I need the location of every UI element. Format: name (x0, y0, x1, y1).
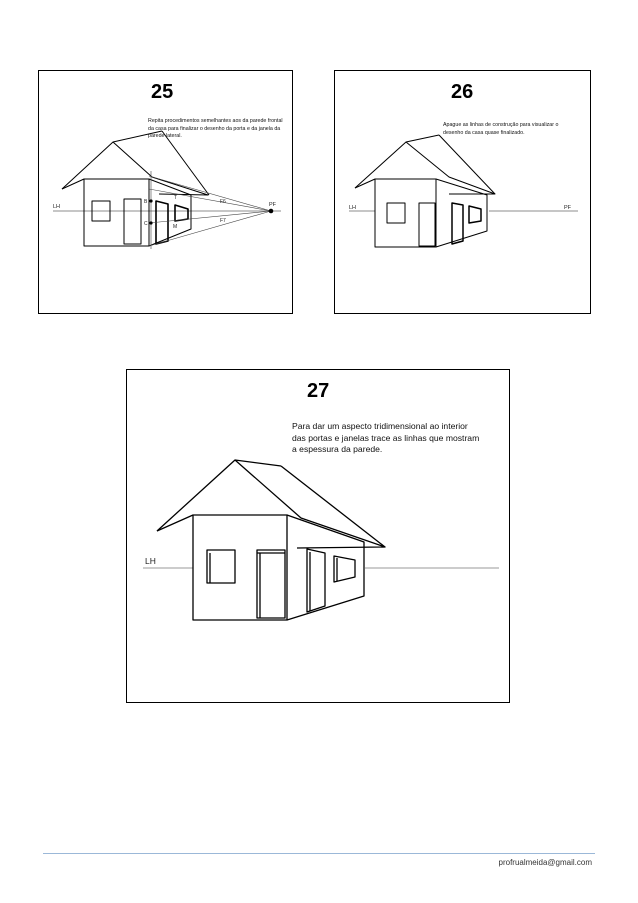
step-number: 26 (451, 81, 474, 103)
footer-divider (43, 853, 595, 854)
b-label: B (144, 199, 148, 205)
house-construction-drawing (39, 71, 294, 315)
m-label: M (173, 224, 178, 230)
step-27-panel (126, 369, 510, 703)
step-25-panel (38, 70, 293, 314)
f6-label: F6 (220, 199, 226, 205)
step-number: 27 (307, 380, 330, 402)
lh-label: LH (53, 204, 61, 210)
step-instruction: Apague as linhas de construção para visualizar o desenho da casa quase finalizado. (443, 122, 559, 136)
pf-label: PF (269, 202, 277, 208)
vanishing-point-marker (269, 209, 274, 214)
house-3d-drawing (127, 370, 511, 704)
step-number: 25 (151, 81, 174, 103)
f7-label: F7 (220, 218, 226, 224)
c-label: C (144, 221, 148, 227)
lh-label: LH (349, 205, 357, 211)
footer-email: profrualmeida@gmail.com (498, 858, 592, 867)
house-drawing (335, 71, 592, 315)
pf-label: PF (564, 205, 572, 211)
step-instruction: Repita procedimentos semelhantes aos da parede frontal da casa para finalizar o desenho da porta e da janela da parede lateral. (148, 118, 283, 140)
step-26-panel (334, 70, 591, 314)
step-instruction: Para dar um aspecto tridimensional ao interior das portas e janelas trace as linhas que mostram a espessura da parede. (292, 421, 480, 454)
lh-label: LH (145, 556, 156, 566)
t-label: T (174, 195, 178, 201)
